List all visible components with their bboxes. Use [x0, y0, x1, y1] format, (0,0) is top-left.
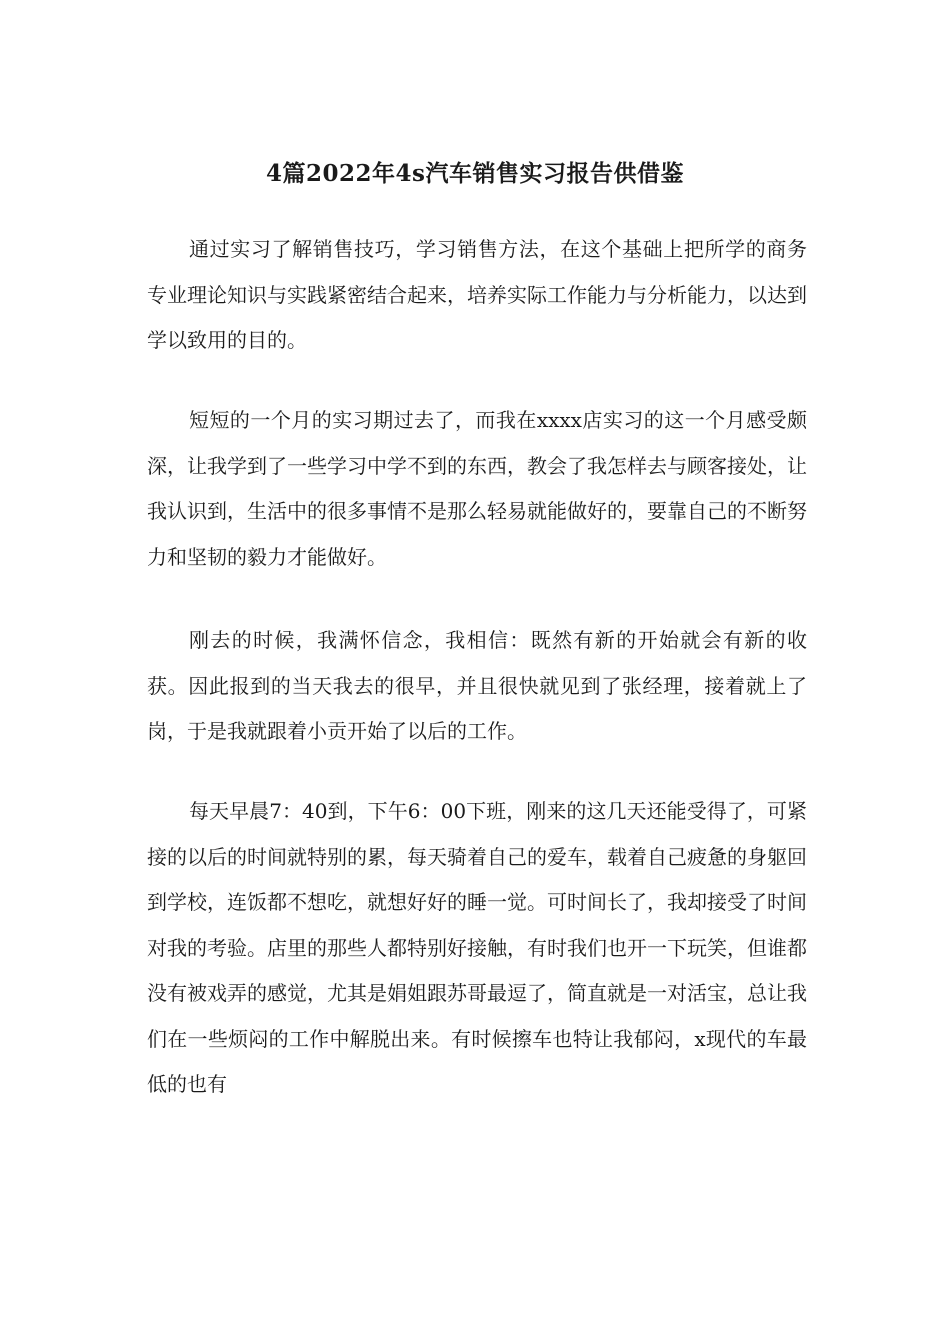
document-title: 4篇2022年4s汽车销售实习报告供借鉴 — [266, 160, 684, 187]
paragraph-2: 短短的一个月的实习期过去了，而我在xxxx店实习的这一个月感受颇深，让我学到了一些学习中学不到的东西，教会了我怎样去与顾客接处，让我认识到，生活中的很多事情不是那么轻易就能做好的，要靠自己的不断努力和坚韧的毅力才能做好。 — [147, 408, 807, 569]
paragraph-4: 每天早晨7：40到，下午6：00下班，刚来的这几天还能受得了，可紧接的以后的时间就特别的累，每天骑着自己的爱车，载着自己疲惫的身躯回到学校，连饭都不想吃，就想好好的睡一觉。可时间长了，我却接受了时间对我的考验。店里的那些人都特别好接触，有时我们也开一下玩笑，但谁都没有被戏弄的感觉，尤其是娟姐跟苏哥最逗了，简直就是一对活宝，总让我们在一些烦闷的工作中解脱出来。有时候擦车也特让我郁闷，x现代的车最低的也有 — [147, 799, 807, 1096]
paragraph-1: 通过实习了解销售技巧，学习销售方法，在这个基础上把所学的商务专业理论知识与实践紧密结合起来，培养实际工作能力与分析能力，以达到学以致用的目的。 — [147, 237, 807, 352]
paragraph-3: 刚去的时候，我满怀信念，我相信：既然有新的开始就会有新的收获。因此报到的当天我去的很早，并且很快就见到了张经理，接着就上了岗，于是我就跟着小贡开始了以后的工作。 — [147, 628, 807, 743]
